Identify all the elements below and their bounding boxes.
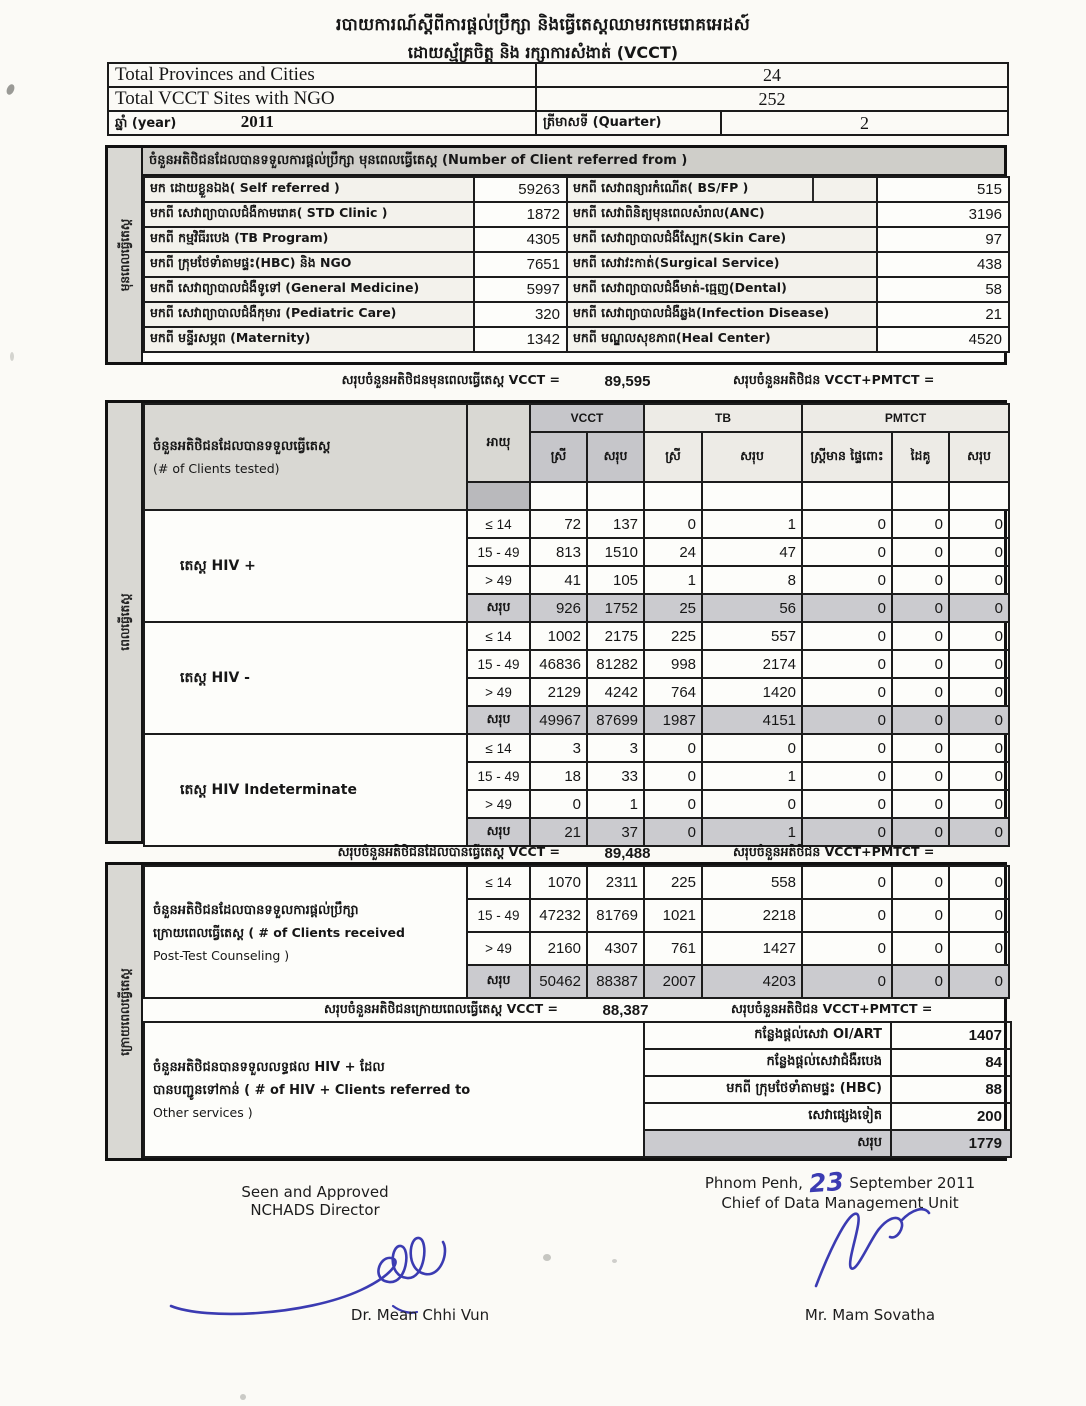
value-cell: 0 <box>802 932 892 965</box>
value-cell: 0 <box>802 818 892 846</box>
post-test-label-line: ក្រោយពេលធ្វើតេស្ត ( # of Clients received <box>153 924 405 940</box>
post-test-sidebar-label: ក្រោយពេលធ្វើតេស្ត <box>117 967 132 1056</box>
report-title <box>0 14 1086 66</box>
value-cell: 0 <box>892 790 949 818</box>
summary-info-table <box>107 62 1009 136</box>
value-cell: 0 <box>802 678 892 706</box>
value-cell: 2175 <box>587 622 644 650</box>
tested-label-en: (# of Clients tested) <box>153 461 280 476</box>
sites-value: 252 <box>536 87 1008 111</box>
service-label: សេវាផ្សេងទៀត <box>644 1103 891 1130</box>
value-cell: 25 <box>644 594 702 622</box>
value-cell: 0 <box>949 790 1009 818</box>
age-cell: ≤ 14 <box>467 622 530 650</box>
age-cell: ≤ 14 <box>467 510 530 538</box>
referral-count: 58 <box>877 277 1009 302</box>
value-cell: 72 <box>530 510 587 538</box>
value-cell: 4242 <box>587 678 644 706</box>
post-test-block <box>105 862 1007 1161</box>
value-cell: 0 <box>802 790 892 818</box>
value-cell: 2311 <box>587 866 644 899</box>
referral-row <box>144 177 1009 202</box>
value-cell: 0 <box>892 734 949 762</box>
before-total-value: 89,595 <box>604 372 651 390</box>
value-cell: 0 <box>892 622 949 650</box>
referral-row <box>144 327 1009 352</box>
title-line-2: ដោយស្ម័គ្រចិត្ត និង រក្សាការសំងាត់ (VCCT) <box>407 43 679 62</box>
group-header-row <box>144 404 1009 432</box>
value-cell: 0 <box>644 790 702 818</box>
value-cell: 4307 <box>587 932 644 965</box>
service-count: 88 <box>891 1076 1011 1103</box>
provinces-value: 24 <box>536 63 1008 87</box>
referred-out-label-line: ចំនួនអតិថិជនបានទទួលលទ្ធផល HIV + ដែល <box>153 1060 385 1075</box>
referral-row <box>144 252 1009 277</box>
value-cell: 0 <box>892 510 949 538</box>
referral-row <box>144 302 1009 327</box>
before-test-total-line <box>140 369 1007 393</box>
value-cell: 1 <box>702 818 802 846</box>
value-cell: 8 <box>702 566 802 594</box>
value-cell: 0 <box>949 734 1009 762</box>
place-date-line <box>690 1165 990 1199</box>
value-cell: 225 <box>644 866 702 899</box>
value-cell: 1987 <box>644 706 702 734</box>
referred-out-label-line: Other services ) <box>153 1105 253 1120</box>
service-count: 1779 <box>891 1130 1011 1157</box>
col-total-tb: សរុប <box>702 432 802 482</box>
age-cell: សរុប <box>467 965 530 998</box>
referral-source-label: មកពី មន្ទីរសម្ភព (Maternity) <box>144 327 474 352</box>
value-cell: 761 <box>644 932 702 965</box>
service-label: មកពី ក្រុមថែទាំតាមផ្ទះ (HBC) <box>644 1076 891 1103</box>
title-line-1: របាយការណ៍ស្តីពីការផ្តល់ប្រឹក្សា និងធ្វើតេស្តឈាមរកមេរោគអេដស៍ <box>335 15 750 35</box>
age-header: អាយុ <box>467 404 530 482</box>
seen-approved-text: Seen and Approved <box>241 1183 389 1201</box>
value-cell: 4203 <box>702 965 802 998</box>
col-total-pmtct: សរុប <box>949 432 1009 482</box>
spacer-cell <box>467 482 530 510</box>
group-vcct: VCCT <box>530 404 644 432</box>
value-cell: 225 <box>644 622 702 650</box>
value-cell: 0 <box>892 678 949 706</box>
value-cell: 0 <box>802 706 892 734</box>
tested-table <box>143 403 1010 847</box>
test-result-section-label: តេស្ត HIV + <box>144 510 467 622</box>
value-cell: 105 <box>587 566 644 594</box>
referral-count: 21 <box>877 302 1009 327</box>
age-cell: > 49 <box>467 566 530 594</box>
value-cell: 998 <box>644 650 702 678</box>
value-cell: 0 <box>892 706 949 734</box>
post-test-label-line: Post-Test Counseling ) <box>153 947 290 963</box>
col-female-tb: ស្រី <box>644 432 702 482</box>
referral-count: 59263 <box>474 177 567 202</box>
age-cell: 15 - 49 <box>467 899 530 932</box>
value-cell: 0 <box>949 706 1009 734</box>
before-test-block <box>105 145 1007 365</box>
post-test-data-row <box>144 866 1009 899</box>
tested-data-row <box>144 622 1009 650</box>
value-cell: 0 <box>949 899 1009 932</box>
service-label: សរុប <box>644 1130 891 1157</box>
age-cell: សរុប <box>467 706 530 734</box>
tested-total-line <box>140 845 1007 862</box>
post-test-content <box>143 865 1004 1158</box>
referral-source-label: មកពី សេវាពន្យារកំណើត( BS/FP ) <box>567 177 877 202</box>
value-cell: 0 <box>644 818 702 846</box>
test-result-section-label: តេស្ត HIV Indeterminate <box>144 734 467 846</box>
value-cell: 2129 <box>530 678 587 706</box>
scan-speck <box>10 352 14 361</box>
post-total-value: 88,387 <box>602 1001 649 1019</box>
value-cell: 49967 <box>530 706 587 734</box>
value-cell: 1 <box>644 566 702 594</box>
referral-count: 438 <box>877 252 1009 277</box>
referred-out-label-line: បានបញ្ជូនទៅកាន់ ( # of HIV + Clients referred to <box>153 1083 471 1098</box>
age-cell: សរុប <box>467 594 530 622</box>
referral-row <box>144 202 1009 227</box>
scan-speck <box>5 83 16 96</box>
value-cell: 1752 <box>587 594 644 622</box>
referred-out-label-cell <box>144 1022 644 1157</box>
value-cell: 813 <box>530 538 587 566</box>
value-cell: 46836 <box>530 650 587 678</box>
value-cell: 0 <box>892 594 949 622</box>
value-cell: 0 <box>702 790 802 818</box>
value-cell: 0 <box>892 538 949 566</box>
value-cell: 56 <box>702 594 802 622</box>
value-cell: 1 <box>702 510 802 538</box>
value-cell: 1427 <box>702 932 802 965</box>
value-cell: 0 <box>949 818 1009 846</box>
age-cell: > 49 <box>467 678 530 706</box>
value-cell: 0 <box>802 965 892 998</box>
referral-source-label: មកពី សេវាព្យាបាលជំងឺមាត់-ធ្មេញ(Dental) <box>567 277 877 302</box>
value-cell: 88387 <box>587 965 644 998</box>
value-cell: 0 <box>802 650 892 678</box>
referral-count: 320 <box>474 302 567 327</box>
tested-total-value: 89,488 <box>604 845 651 862</box>
post-test-table <box>143 865 1010 999</box>
before-test-table <box>143 176 1010 353</box>
service-label: កន្លែងផ្តល់សេវាជំងឺរបេង <box>644 1049 891 1076</box>
tested-total-label2: សរុបចំនួនអតិថិជន VCCT+PMTCT = <box>733 844 935 859</box>
service-count: 200 <box>891 1103 1011 1130</box>
referral-source-label: មកពី សេវាពិនិត្យមុនពេលសំរាល(ANC) <box>567 202 877 227</box>
referral-count: 515 <box>877 177 1009 202</box>
referred-out-row <box>144 1022 1011 1049</box>
value-cell: 1510 <box>587 538 644 566</box>
before-test-header: ចំនួនអតិថិជនដែលបានទទួលការផ្តល់ប្រឹក្សា មុនពេលធ្វើតេស្ត (Number of Client referred from ) <box>143 148 1004 176</box>
tested-label-kh: ចំនួនអតិថិជនដែលបានទទួលធ្វើតេស្ត <box>153 439 331 454</box>
chief-signature <box>800 1200 940 1295</box>
referral-source-label: មក ដោយខ្លួនឯង( Self referred ) <box>144 177 474 202</box>
referral-count: 4305 <box>474 227 567 252</box>
value-cell: 0 <box>644 510 702 538</box>
referral-source-label: មកពី សេវាព្យាបាលជំងឺទូទៅ (General Medicine) <box>144 277 474 302</box>
value-cell: 1 <box>702 762 802 790</box>
group-tb: TB <box>644 404 802 432</box>
value-cell: 926 <box>530 594 587 622</box>
value-cell: 0 <box>892 818 949 846</box>
value-cell: 21 <box>530 818 587 846</box>
before-total-label2: សរុបចំនួនអតិថិជន VCCT+PMTCT = <box>733 371 935 387</box>
quarter-value: 2 <box>721 111 1008 135</box>
value-cell: 0 <box>949 622 1009 650</box>
tested-data-row <box>144 734 1009 762</box>
referral-count: 97 <box>877 227 1009 252</box>
value-cell: 0 <box>949 510 1009 538</box>
value-cell: 0 <box>702 734 802 762</box>
value-cell: 0 <box>949 650 1009 678</box>
value-cell: 0 <box>644 762 702 790</box>
value-cell: 1 <box>587 790 644 818</box>
value-cell: 0 <box>892 762 949 790</box>
scan-speck <box>543 1254 551 1261</box>
value-cell: 0 <box>892 566 949 594</box>
value-cell: 3 <box>530 734 587 762</box>
value-cell: 764 <box>644 678 702 706</box>
director-name: Dr. Mean Chhi Vun <box>350 1306 490 1324</box>
age-cell: > 49 <box>467 932 530 965</box>
value-cell: 0 <box>892 932 949 965</box>
date-text: September 2011 <box>849 1174 976 1192</box>
value-cell: 0 <box>949 594 1009 622</box>
value-cell: 0 <box>949 762 1009 790</box>
age-cell: 15 - 49 <box>467 762 530 790</box>
test-result-section-label: តេស្ត HIV - <box>144 622 467 734</box>
post-test-sidebar <box>108 865 143 1158</box>
age-cell: > 49 <box>467 790 530 818</box>
value-cell: 24 <box>644 538 702 566</box>
referral-count: 3196 <box>877 202 1009 227</box>
value-cell: 0 <box>949 866 1009 899</box>
value-cell: 3 <box>587 734 644 762</box>
provinces-label: Total Provinces and Cities <box>108 63 536 87</box>
value-cell: 2218 <box>702 899 802 932</box>
value-cell: 18 <box>530 762 587 790</box>
value-cell: 81769 <box>587 899 644 932</box>
referral-count: 7651 <box>474 252 567 277</box>
table-row <box>108 87 1008 111</box>
place-text: Phnom Penh, <box>704 1174 803 1192</box>
value-cell: 33 <box>587 762 644 790</box>
before-test-sidebar <box>108 148 143 362</box>
value-cell: 1021 <box>644 899 702 932</box>
value-cell: 0 <box>802 510 892 538</box>
year-cell <box>108 111 536 135</box>
tested-sidebar-label: ពេលធ្វើតេស្ត <box>117 593 132 651</box>
handwritten-day: 23 <box>807 1166 845 1199</box>
value-cell: 0 <box>949 538 1009 566</box>
value-cell: 0 <box>802 622 892 650</box>
value-cell: 0 <box>949 566 1009 594</box>
value-cell: 0 <box>892 866 949 899</box>
value-cell: 1070 <box>530 866 587 899</box>
year-label: ឆ្នាំ (year) <box>115 116 177 131</box>
value-cell: 0 <box>530 790 587 818</box>
value-cell: 0 <box>802 899 892 932</box>
post-total-label: សរុបចំនួនអតិថិជនក្រោយពេលធ្វើតេស្ត VCCT = <box>323 1000 558 1016</box>
value-cell: 81282 <box>587 650 644 678</box>
value-cell: 0 <box>949 965 1009 998</box>
referral-count: 4520 <box>877 327 1009 352</box>
value-cell: 558 <box>702 866 802 899</box>
tested-content <box>143 403 1004 841</box>
referral-source-label: មកពី មណ្ឌលសុខភាព(Heal Center) <box>567 327 877 352</box>
value-cell: 137 <box>587 510 644 538</box>
quarter-label: ត្រីមាសទី (Quarter) <box>536 111 721 135</box>
value-cell: 0 <box>802 594 892 622</box>
value-cell: 50462 <box>530 965 587 998</box>
value-cell: 0 <box>949 932 1009 965</box>
scan-speck <box>240 1394 246 1400</box>
value-cell: 37 <box>587 818 644 846</box>
age-cell: ≤ 14 <box>467 734 530 762</box>
value-cell: 557 <box>702 622 802 650</box>
scan-speck <box>612 1259 617 1263</box>
referral-source-label: មកពី សេវាព្យាបាលជំងឺឆ្លង(Infection Disease) <box>567 302 877 327</box>
post-test-label-cell <box>144 866 467 998</box>
table-row <box>108 63 1008 87</box>
referral-count: 1872 <box>474 202 567 227</box>
referral-source-label: មកពី ក្រុមថែទាំតាមផ្ទះ(HBC) និង NGO <box>144 252 474 277</box>
referral-row <box>144 227 1009 252</box>
referral-count: 5997 <box>474 277 567 302</box>
age-cell: សរុប <box>467 818 530 846</box>
value-cell: 0 <box>892 899 949 932</box>
value-cell: 0 <box>892 965 949 998</box>
age-cell: 15 - 49 <box>467 538 530 566</box>
referral-row <box>144 277 1009 302</box>
value-cell: 0 <box>892 650 949 678</box>
referral-source-label: មកពី សេវាវះកាត់(Surgical Service) <box>567 252 877 277</box>
post-test-label-line: ចំនួនអតិថិជនដែលបានទទួលការផ្តល់ប្រឹក្សា <box>153 902 359 918</box>
value-cell: 2174 <box>702 650 802 678</box>
service-count: 1407 <box>891 1022 1011 1049</box>
value-cell: 47 <box>702 538 802 566</box>
referral-source-label: មកពី សេវាព្យាបាលជំងឺកុមារ (Pediatric Care) <box>144 302 474 327</box>
value-cell: 1002 <box>530 622 587 650</box>
tested-total-label: សរុបចំនួនអតិថិជនដែលបានធ្វើតេស្ត VCCT = <box>337 844 560 859</box>
value-cell: 0 <box>802 566 892 594</box>
chief-title-text: Chief of Data Management Unit <box>721 1194 959 1212</box>
service-count: 84 <box>891 1049 1011 1076</box>
col-pregnant-pmtct: ស្ត្រីមាន ផ្ទៃពោះ <box>802 432 892 482</box>
post-total-line <box>143 999 1010 1021</box>
value-cell: 41 <box>530 566 587 594</box>
before-test-content <box>143 148 1004 362</box>
age-cell: ≤ 14 <box>467 866 530 899</box>
tested-label-cell <box>144 404 467 510</box>
before-total-label: សរុបចំនួនអតិថិជនមុនពេលធ្វើតេស្ត VCCT = <box>341 371 560 387</box>
value-cell: 0 <box>949 678 1009 706</box>
service-label: កន្លែងផ្តល់សេវា OI/ART <box>644 1022 891 1049</box>
col-partner-pmtct: ដៃគូ <box>892 432 949 482</box>
age-cell: 15 - 49 <box>467 650 530 678</box>
referral-count: 1342 <box>474 327 567 352</box>
value-cell: 87699 <box>587 706 644 734</box>
value-cell: 2007 <box>644 965 702 998</box>
sites-label: Total VCCT Sites with NGO <box>108 87 536 111</box>
value-cell: 0 <box>802 762 892 790</box>
table-row <box>108 111 1008 135</box>
value-cell: 0 <box>802 866 892 899</box>
value-cell: 0 <box>802 538 892 566</box>
nchads-director-text: NCHADS Director <box>250 1201 380 1219</box>
group-pmtct: PMTCT <box>802 404 1009 432</box>
tested-data-row <box>144 510 1009 538</box>
before-test-sidebar-label: មុនពេលធ្វើតេស្ត <box>117 218 132 292</box>
value-cell: 0 <box>644 734 702 762</box>
value-cell: 2160 <box>530 932 587 965</box>
tested-block <box>105 400 1007 844</box>
value-cell: 4151 <box>702 706 802 734</box>
referral-source-label: មកពី សេវាព្យាបាលជំងឺស្បែក(Skin Care) <box>567 227 877 252</box>
col-total-vcct: សរុប <box>587 432 644 482</box>
value-cell: 47232 <box>530 899 587 932</box>
year-value: 2011 <box>240 112 274 131</box>
tested-sidebar <box>108 403 143 841</box>
left-signature-heading <box>200 1183 430 1219</box>
col-female-vcct: ស្រី <box>530 432 587 482</box>
referral-source-label: មកពី សេវាព្យាបាលជំងឺកាមរោគ( STD Clinic ) <box>144 202 474 227</box>
value-cell: 1420 <box>702 678 802 706</box>
post-total-label2: សរុបចំនួនអតិថិជន VCCT+PMTCT = <box>731 1000 933 1016</box>
value-cell: 0 <box>802 734 892 762</box>
chief-name: Mr. Mam Sovatha <box>804 1306 936 1324</box>
referral-source-label: មកពី កម្មវិធីរបេង (TB Program) <box>144 227 474 252</box>
referred-table <box>143 1021 1012 1158</box>
